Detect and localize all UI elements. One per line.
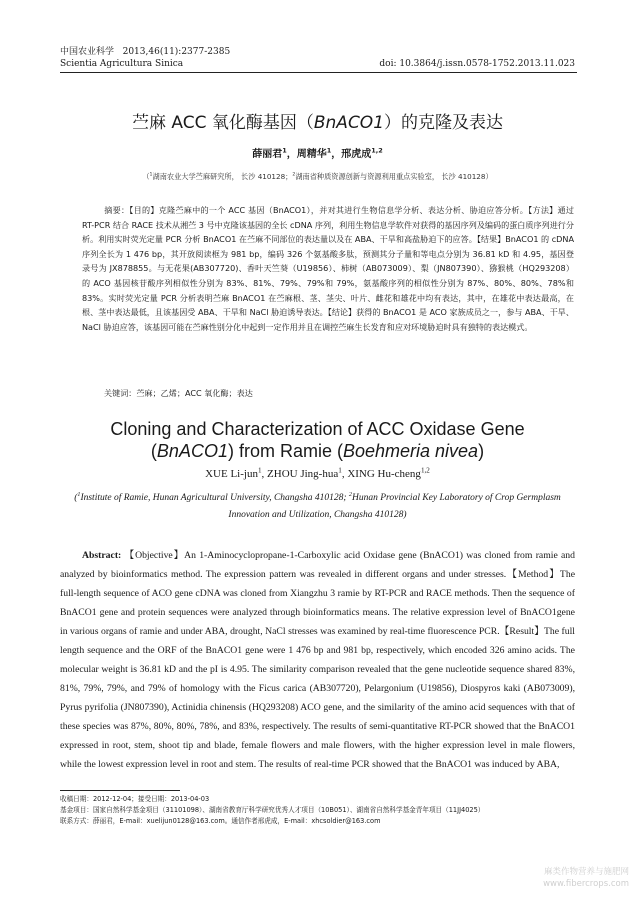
gene-name: BnACO1 — [156, 441, 228, 461]
gene-name: BnACO1 — [313, 113, 385, 133]
chinese-authors: 薛丽君$^1$，周精华$^1$，邢虎成$^{1,2}$ — [252, 146, 383, 160]
chinese-affiliations: （$^1$湖南农业大学苎麻研究所， 长沙 410128；$^2$湖南省种质资源创新与资源利用重点实验室， 长沙 410128） — [142, 172, 493, 181]
footnote-divider — [60, 790, 180, 791]
english-title: Cloning and Characterization of ACC Oxidase Gene (BnACO1) from Ramie (Boehmeria nivea) — [110, 419, 525, 461]
author-name: ZHOU Jing-hua — [267, 468, 339, 480]
footnotes — [60, 794, 575, 827]
english-affiliations: ($^1$Institute of Ramie, Hunan Agricultural University, Changsha 410128; $^2$Hunan Provincial Key Laboratory of Crop Germplasm Innovation and Utilization, Changsha 410128) — [74, 491, 561, 520]
english-abstract — [60, 546, 575, 774]
author-name: 周精华 — [296, 149, 327, 160]
author-name: XING Hu-cheng — [347, 468, 421, 480]
chinese-abstract — [82, 203, 574, 334]
received-dates: 收稿日期：2012-12-04；接受日期：2013-04-03 — [60, 795, 210, 803]
species-name: Boehmeria nivea — [342, 441, 479, 461]
journal-name-en: Scientia Agricultura Sinica — [60, 59, 184, 69]
running-header — [60, 46, 230, 70]
watermark-cn: 麻类作物营养与施肥网 — [543, 867, 629, 877]
english-authors: XUE Li-jun$^1$, ZHOU Jing-hua$^1$, XING Hu-cheng$^{1,2}$ — [205, 466, 430, 480]
author-name: 邢虎成 — [341, 149, 372, 160]
author-name: XUE Li-jun — [205, 468, 258, 480]
watermark-url: www.fibercrops.com — [543, 879, 629, 889]
chinese-title: 苎麻 ACC 氧化酶基因（BnACO1）的克隆及表达 — [131, 113, 504, 133]
keywords-label: 关键词： — [104, 388, 137, 398]
contact-info: 联系方式：薛丽君，E-mail：xuelijun0128@163.com。通信作者邢虎成，E-mail：xhcsoldier@163.com — [60, 817, 381, 825]
journal-name-cn: 中国农业科学 — [60, 47, 115, 57]
chinese-keywords — [104, 388, 253, 399]
citation: 2013,46(11):2377-2385 — [122, 47, 231, 57]
author-name: 薛丽君 — [252, 149, 283, 160]
abstract-body: 【目的】克隆苎麻中的一个 ACC 基因（BnACO1），并对其进行生物信息学分析、表达分析、胁迫应答分析。【方法】通过 RT-PCR 结合 RACE 技术从湘苎 3 号中克隆该基因的全长 cDNA 序列，利用生物信息学软件对获得的基因序列及编码的蛋白质序列进行分析。利用实时荧光定量 PCR 分析 BnACO1 在苎麻不同部位的表达量以及在 ABA、干旱和高盐胁迫下的应答。【结果】BnACO1 的 cDNA 序列全长为 1 476 bp，其开放阅读框为 981 bp，编码 326 个氨基酸多肽，预测其分子量和等电点分别为 36.81 kD 和 4.95，基因登录号为 JX878855。与无花果(AB307720)、香叶天竺葵（U19856）、柿树（AB073009）、梨（JN807390）、猕猴桃（HQ293208）的 ACO 基因核苷酸序列相似性分别为 83%、81%、79%、79%和 79%，氨基酸序列的相似性分别为 87%、80%、80%、78%和 83%。实时荧光定量 PCR 分析表明苎麻 BnACO1 在苎麻根、茎、茎尖、叶片、雌花和雄花中均有表达，其中，在雄花中表达最高，在根、茎中表达最低，且该基因受 ABA、干旱和 NaCl 胁迫诱导表达。【结论】获得的 BnACO1 是 ACO 家族成员之一，参与 ABA、干旱、NaCl 胁迫应答，该基因可能在苎麻性别分化中起到一定作用并且在调控苎麻生长发育和应对环境胁迫时具有独特的表达模式。 — [82, 205, 574, 332]
journal-citation — [60, 46, 230, 58]
funding: 基金项目：国家自然科学基金项目（31101098）、湖南省教育厅科学研究优秀人才项目（10B051）、湖南省自然科学基金青年项目（11JJ4025） — [60, 806, 485, 814]
watermark — [543, 866, 629, 890]
keywords-list: 苎麻；乙烯；ACC 氧化酶；表达 — [136, 388, 253, 398]
abstract-label: Abstract: — [82, 550, 122, 561]
doi: doi: 10.3864/j.issn.0578-1752.2013.11.023 — [379, 59, 575, 69]
abstract-body: 【Objective】An 1-Aminocyclopropane-1-Carboxylic acid Oxidase gene (BnACO1) was cloned from ramie and analyzed by bioinformatics method. The expression pattern was revealed in different organs and under stresses.【Method】The full-length sequence of ACO gene cDNA was cloned from Xiangzhu 3 ramie by RT-PCR and RACE methods. Then the sequence of BnACO1 gene and protein sequences were analyzed through bioinformatics means. The relative expression level of BnACO1gene in various organs of ramie and under ABA, drought, NaCl stresses was examined by real-time fluorescence PCR.【Result】The full length sequence and the ORF of the BnACO1 gene were 1 476 bp and 981 bp, respectively, which encoded 326 amino acids. The molecular weight is 36.81 kD and the pI is 4.95. The similarity comparison revealed that the gene nucleotide sequence shared 83%, 81%, 79%, 79%, and 79% of homology with the Ficus carica (AB307720), Pelargonium (U19856), Diospyros kaki (AB073009), Pyrus pyrifolia (JN807390), Actinidia chinensis (HQ293208) ACO gene, and the similarity of the amino acid sequences with that of these species was 87%, 80%, 80%, 78%, and 83%, respectively. The results of semi-quantitative RT-PCR showed that the BnACO1 expressed in root, stem, shoot tip and blade, female flowers and male flowers, with the higher expression level in male flowers, while the lowest expression level in root and stem. The results of real-time PCR showed that the BnACO1 was induced by ABA, — [60, 550, 575, 770]
header-divider — [60, 72, 577, 73]
abstract-label: 摘要： — [104, 205, 130, 215]
